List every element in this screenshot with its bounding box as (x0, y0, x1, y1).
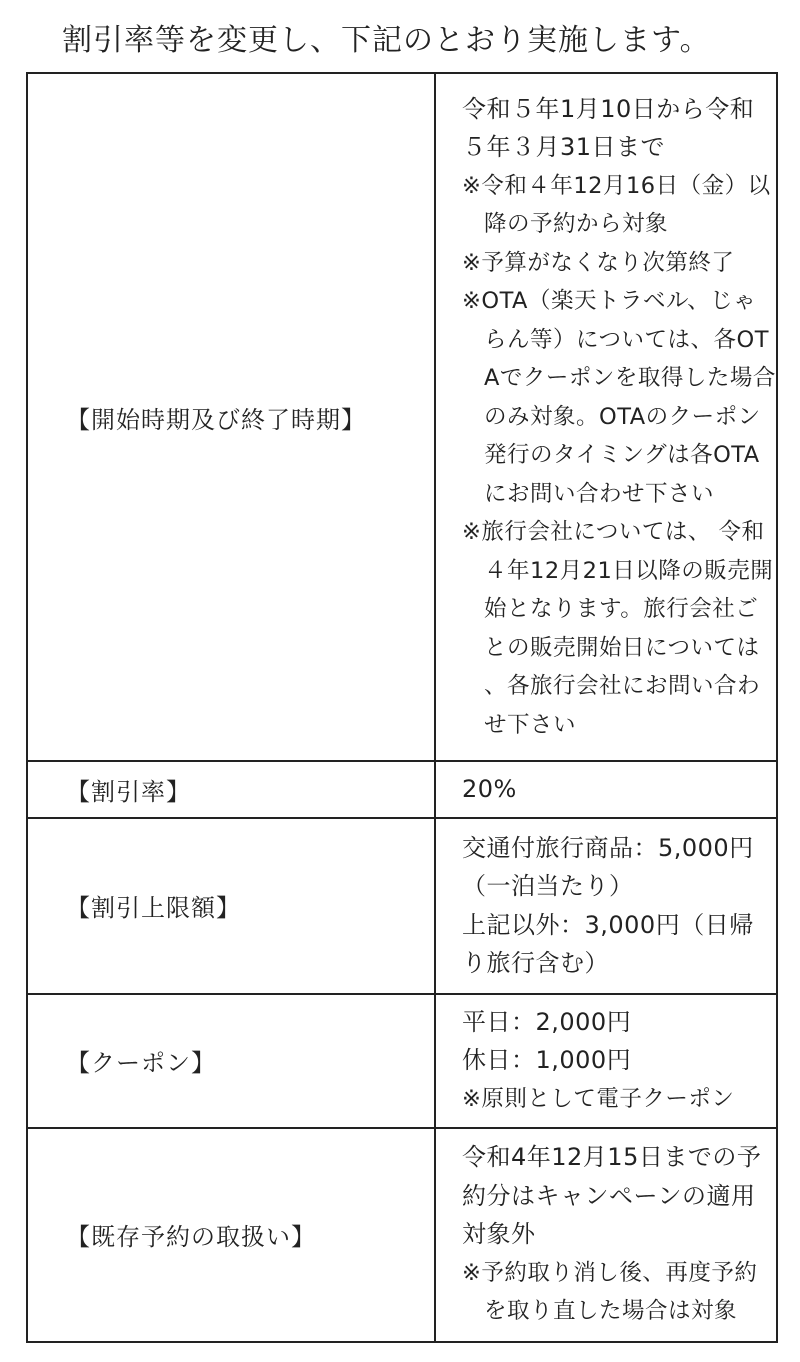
table-body (27, 73, 777, 1342)
row-label-discount-limit: 【割引上限額】 (27, 818, 435, 994)
table-row (27, 818, 777, 994)
row-label-existing-reservations: 【既存予約の取扱い】 (27, 1128, 435, 1342)
value-line: のみ対象。OTAのクーポン (484, 403, 761, 430)
value-line: Aでクーポンを取得した場合 (484, 365, 776, 392)
value-line: 交通付旅行商品：5,000円 (462, 833, 754, 862)
value-line: ※予算がなくなり次第終了 (462, 249, 735, 276)
value-line: ※旅行会社については、 令和 (462, 519, 765, 546)
value-line: を取り直した場合は対象 (484, 1298, 738, 1325)
value-line: 上記以外：3,000円（日帰 (462, 910, 754, 939)
table-row (27, 994, 777, 1128)
row-label-period: 【開始時期及び終了時期】 (27, 73, 435, 761)
row-value-coupon (435, 994, 777, 1128)
row-label-coupon: 【クーポン】 (27, 994, 435, 1128)
value-line: ※OTA（楽天トラベル、じゃ (462, 288, 757, 315)
row-value-period (435, 73, 777, 761)
campaign-info-table (26, 72, 778, 1343)
value-line: 、各旅行会社にお問い合わ (484, 673, 761, 700)
value-line: 令和4年12月15日までの予 (462, 1143, 762, 1172)
value-line: との販売開始日については (484, 634, 760, 661)
value-line: 令和５年1月10日から令和 (462, 94, 755, 123)
value-line: り旅行含む） (462, 949, 609, 977)
value-line: ※予約取り消し後、再度予約 (462, 1259, 758, 1286)
value-line: 対象外 (462, 1220, 536, 1249)
value-line: 20% (462, 775, 517, 803)
value-line: 降の予約から対象 (484, 211, 669, 238)
intro-text: 割引率等を変更し、下記のとおり実施します。 (62, 23, 711, 58)
value-line: 平日：2,000円 (462, 1007, 632, 1036)
row-value-discount-rate (435, 761, 777, 818)
value-line: ５年３月31日まで (462, 133, 666, 162)
value-line: （一泊当たり） (462, 872, 634, 900)
row-value-discount-limit (435, 818, 777, 994)
value-line: ※令和４年12月16日（金）以 (462, 172, 771, 199)
row-value-existing-reservations (435, 1128, 777, 1342)
table-row (27, 1128, 777, 1342)
value-line: 約分はキャンペーンの適用 (462, 1181, 756, 1210)
value-line: せ下さい (484, 711, 577, 738)
value-line: 始となります。旅行会社ご (484, 596, 759, 623)
value-line: ※原則として電子クーポン (462, 1085, 735, 1112)
value-line: らん等）については、各OT (484, 326, 770, 353)
value-line: 休日：1,000円 (462, 1046, 632, 1075)
value-line: にお問い合わせ下さい (484, 480, 715, 507)
table-row (27, 73, 777, 761)
table-row (27, 761, 777, 818)
value-line: ４年12月21日以降の販売開 (484, 557, 774, 584)
value-line: 発行のタイミングは各OTA (484, 442, 760, 469)
row-label-discount-rate: 【割引率】 (27, 761, 435, 818)
